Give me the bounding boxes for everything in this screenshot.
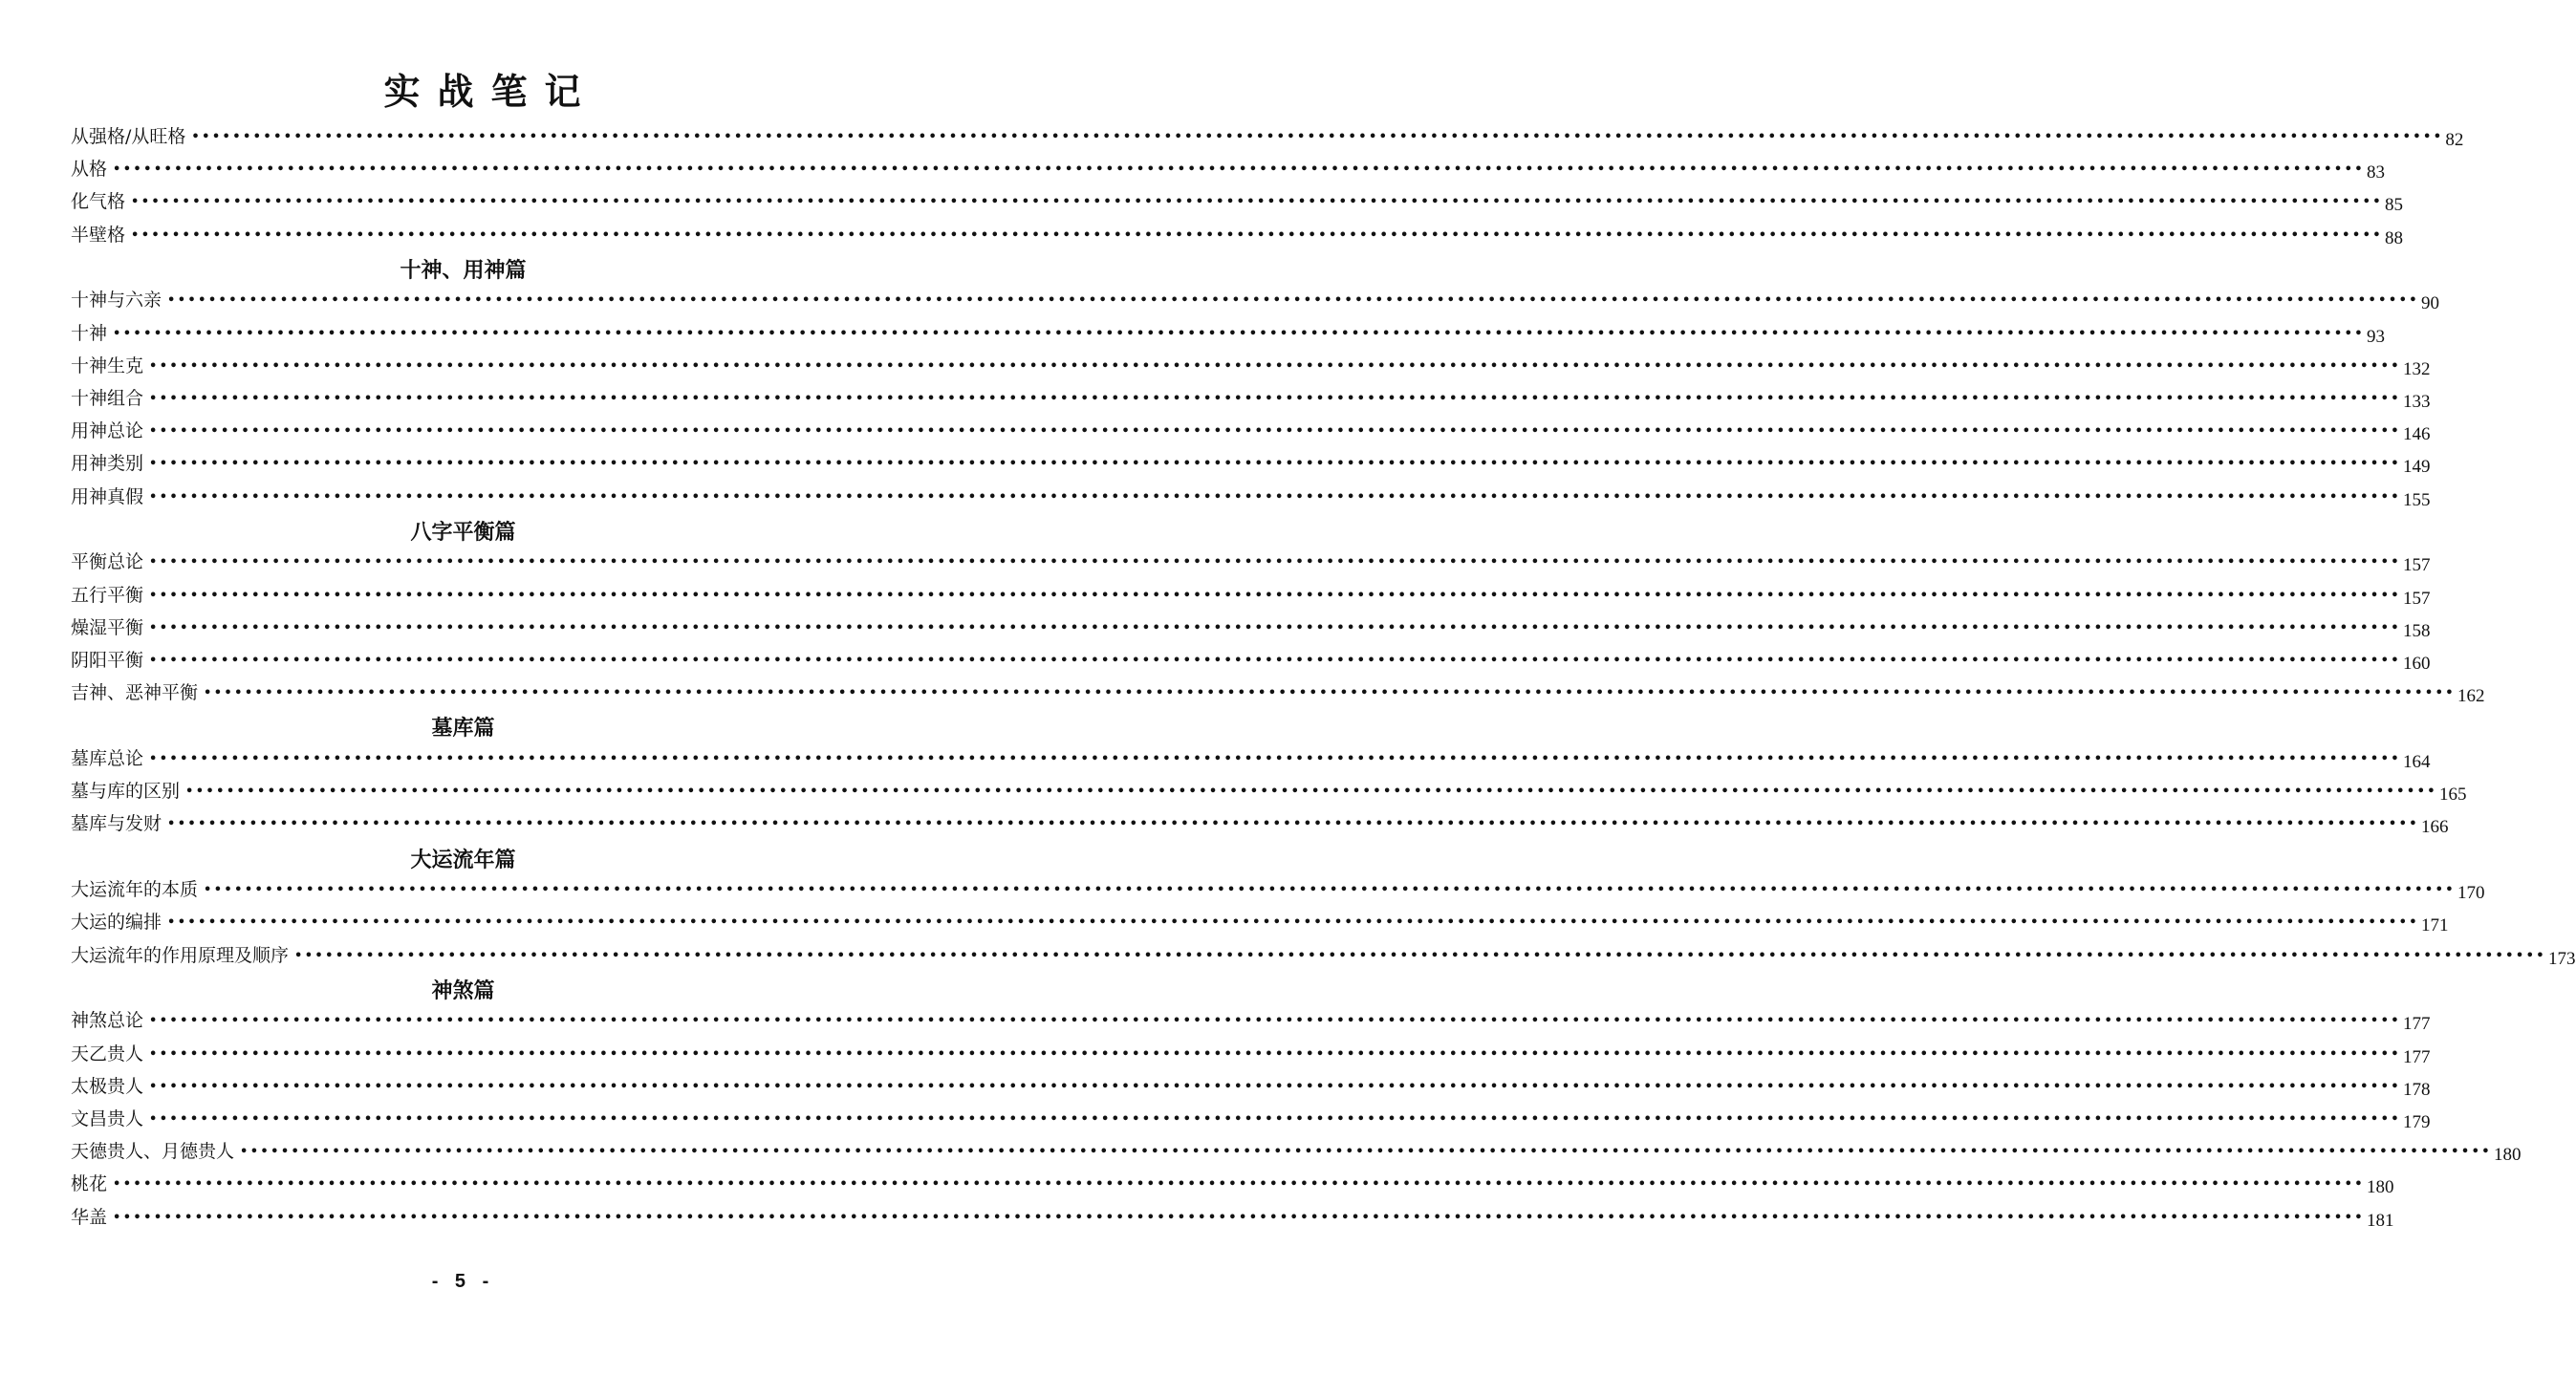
dot-leader: •••••••••••••••••••••••••••••••••••••••••••••••••••••••••••••••••••••••••••••••••••••••••••••••••••••••••••••••••••••••••••••••••••••••••••••••••••••••••••••••••••••••••••••••••••••••••••••••••••••••••••••••••••••••••••• <box>149 457 2402 472</box>
toc-entry[interactable] <box>71 1203 2394 1232</box>
toc-entry-page: 177 <box>2403 1046 2431 1067</box>
toc-entry-page: 157 <box>2403 555 2431 576</box>
toc-entry-title: 用神总论 <box>71 420 144 442</box>
toc-entry-title: 天德贵人、月德贵人 <box>71 1141 235 1163</box>
dot-leader: •••••••••••••••••••••••••••••••••••••••••••••••••••••••••••••••••••••••••••••••••••••••••••••••••••••••••••••••••••••••••••••••••••••••••••••••••••••••••••••••••••••••••••••••••••••••••••••••••••••••••••••••••••••••••••• <box>149 752 2402 766</box>
toc-entry[interactable] <box>71 384 2431 413</box>
toc-entry-page: 179 <box>2403 1112 2431 1132</box>
toc-entry-page: 165 <box>2439 785 2467 806</box>
toc-entry-title: 桃花 <box>71 1173 108 1195</box>
page-number: - 5 - <box>431 1271 495 1292</box>
toc-entry[interactable] <box>71 1170 2394 1198</box>
toc-entry-title: 吉神、恶神平衡 <box>71 682 199 704</box>
toc-entry-page: 180 <box>2367 1177 2394 1198</box>
toc-entry-title: 华盖 <box>71 1206 108 1228</box>
dot-leader: •••••••••••••••••••••••••••••••••••••••••••••••••••••••••••••••••••••••••••••••••••••••••••••••••••••••••••••••••••••••••••••••••••••••••••••••••••••••••••••••••••••••••••••••••••••••••••••••••••••••••••••••••••••••••••• <box>185 785 2438 800</box>
toc-entry-page: 157 <box>2403 588 2431 609</box>
dot-leader: •••••••••••••••••••••••••••••••••••••••••••••••••••••••••••••••••••••••••••••••••••••••••••••••••••••••••••••••••••••••••••••••••••••••••••••••••••••••••••••••••••••••••••••••••••••••••••••••••••••••••••••••••••••••••••• <box>191 130 2444 144</box>
dot-leader: •••••••••••••••••••••••••••••••••••••••••••••••••••••••••••••••••••••••••••••••••••••••••••••••••••••••••••••••••••••••••••••••••••••••••••••••••••••••••••••••••••••••••••••••••••••••••••••••••••••••••••••••••••••••••••• <box>131 195 2384 210</box>
toc-entry[interactable] <box>71 613 2431 642</box>
section-heading: 墓库篇 <box>431 716 495 742</box>
toc-entry-title: 十神 <box>71 322 108 344</box>
toc-entry-title: 平衡总论 <box>71 551 144 573</box>
dot-leader: •••••••••••••••••••••••••••••••••••••••••••••••••••••••••••••••••••••••••••••••••••••••••••••••••••••••••••••••••••••••••••••••••••••••••••••••••••••••••••••••••••••••••••••••••••••••••••••••••••••••••••••••••••••••••••• <box>149 555 2402 570</box>
toc-entry-page: 146 <box>2403 424 2431 445</box>
toc-entry-page: 133 <box>2403 392 2431 412</box>
toc-entry[interactable] <box>71 1040 2431 1068</box>
toc-entry-title: 十神生克 <box>71 355 144 376</box>
toc-entry-title: 半壁格 <box>71 224 126 246</box>
toc-entry[interactable] <box>71 1105 2431 1133</box>
dot-leader: •••••••••••••••••••••••••••••••••••••••••••••••••••••••••••••••••••••••••••••••••••••••••••••••••••••••••••••••••••••••••••••••••••••••••••••••••••••••••••••••••••••••••••••••••••••••••••••••••••••••••••••••••••••••••••• <box>240 1145 2493 1160</box>
toc-entry-page: 149 <box>2403 457 2431 478</box>
toc-entry[interactable] <box>71 155 2386 183</box>
toc-entry[interactable] <box>71 941 2576 970</box>
toc-entry[interactable] <box>71 908 2449 936</box>
dot-leader: •••••••••••••••••••••••••••••••••••••••••••••••••••••••••••••••••••••••••••••••••••••••••••••••••••••••••••••••••••••••••••••••••••••••••••••••••••••••••••••••••••••••••••••••••••••••••••••••••••••••••••••••••••••••••••• <box>149 620 2402 635</box>
toc-entry-page: 82 <box>2445 130 2464 150</box>
dot-leader: •••••••••••••••••••••••••••••••••••••••••••••••••••••••••••••••••••••••••••••••••••••••••••••••••••••••••••••••••••••••••••••••••••••••••••••••••••••••••••••••••••••••••••••••••••••••••••••••••••••••••••••••••••••••••••• <box>167 817 2420 832</box>
toc-entry-title: 十神与六亲 <box>71 290 162 312</box>
toc-entry-title: 大运流年的本质 <box>71 879 199 901</box>
toc-entry-page: 132 <box>2403 358 2431 379</box>
toc-entry[interactable] <box>71 1072 2431 1101</box>
dot-leader: •••••••••••••••••••••••••••••••••••••••••••••••••••••••••••••••••••••••••••••••••••••••••••••••••••••••••••••••••••••••••••••••••••••••••••••••••••••••••••••••••••••••••••••••••••••••••••••••••••••••••••••••••••••••••••• <box>149 489 2402 505</box>
toc-entry-title: 墓库总论 <box>71 748 144 769</box>
toc-entry-page: 181 <box>2367 1210 2394 1231</box>
toc-entry[interactable] <box>71 483 2431 511</box>
toc-entry-page: 83 <box>2367 162 2386 183</box>
dot-leader: •••••••••••••••••••••••••••••••••••••••••••••••••••••••••••••••••••••••••••••••••••••••••••••••••••••••••••••••••••••••••••••••••••••••••••••••••••••••••••••••••••••••••••••••••••••••••••••••••••••••••••••••••••••••••••• <box>167 915 2420 931</box>
toc-entry-page: 160 <box>2403 654 2431 674</box>
toc-entry-title: 从格 <box>71 159 108 181</box>
section-heading: 大运流年篇 <box>410 847 516 872</box>
toc-entry-page: 155 <box>2403 489 2431 510</box>
toc-entry[interactable] <box>71 809 2449 838</box>
dot-leader: •••••••••••••••••••••••••••••••••••••••••••••••••••••••••••••••••••••••••••••••••••••••••••••••••••••••••••••••••••••••••••••••••••••••••••••••••••••••••••••••••••••••••••••••••••••••••••••••••••••••••••••••••••••••••••• <box>149 392 2402 406</box>
dot-leader: •••••••••••••••••••••••••••••••••••••••••••••••••••••••••••••••••••••••••••••••••••••••••••••••••••••••••••••••••••••••••••••••••••••••••••••••••••••••••••••••••••••••••••••••••••••••••••••••••••••••••••••••••••••••••••• <box>149 1046 2402 1062</box>
toc-entry-title: 阴阳平衡 <box>71 650 144 671</box>
toc-entry-page: 88 <box>2385 227 2404 248</box>
toc-entry[interactable] <box>71 875 2485 904</box>
dot-leader: •••••••••••••••••••••••••••••••••••••••••••••••••••••••••••••••••••••••••••••••••••••••••••••••••••••••••••••••••••••••••••••••••••••••••••••••••••••••••••••••••••••••••••••••••••••••••••••••••••••••••••••••••••••••••••• <box>294 948 2547 963</box>
dot-leader: •••••••••••••••••••••••••••••••••••••••••••••••••••••••••••••••••••••••••••••••••••••••••••••••••••••••••••••••••••••••••••••••••••••••••••••••••••••••••••••••••••••••••••••••••••••••••••••••••••••••••••••••••••••••••••• <box>113 1210 2366 1225</box>
toc-entry-title: 用神真假 <box>71 485 144 507</box>
toc-entry[interactable] <box>71 1006 2431 1035</box>
toc-entry-title: 墓库与发财 <box>71 813 162 835</box>
toc-entry-title: 从强格/从旺格 <box>71 126 186 147</box>
dot-leader: •••••••••••••••••••••••••••••••••••••••••••••••••••••••••••••••••••••••••••••••••••••••••••••••••••••••••••••••••••••••••••••••••••••••••••••••••••••••••••••••••••••••••••••••••••••••••••••••••••••••••••••••••••••••••••• <box>131 227 2384 243</box>
toc-entry[interactable] <box>71 187 2404 216</box>
toc-entry[interactable] <box>71 449 2431 478</box>
toc-entry[interactable] <box>71 744 2431 773</box>
toc-entry[interactable] <box>71 581 2431 610</box>
toc-entry-title: 五行平衡 <box>71 584 144 606</box>
dot-leader: •••••••••••••••••••••••••••••••••••••••••••••••••••••••••••••••••••••••••••••••••••••••••••••••••••••••••••••••••••••••••••••••••••••••••••••••••••••••••••••••••••••••••••••••••••••••••••••••••••••••••••••••••••••••••••• <box>113 162 2366 178</box>
toc-entry-page: 178 <box>2403 1079 2431 1100</box>
dot-leader: •••••••••••••••••••••••••••••••••••••••••••••••••••••••••••••••••••••••••••••••••••••••••••••••••••••••••••••••••••••••••••••••••••••••••••••••••••••••••••••••••••••••••••••••••••••••••••••••••••••••••••••••••••••••••••• <box>149 1079 2402 1094</box>
toc-entry-page: 166 <box>2421 817 2449 838</box>
toc-entry-title: 大运流年的作用原理及顺序 <box>71 944 290 966</box>
toc-entry-page: 180 <box>2494 1145 2522 1166</box>
toc-entry-page: 158 <box>2403 620 2431 641</box>
toc-entry-title: 大运的编排 <box>71 912 162 934</box>
page-title: 实战笔记 <box>383 70 598 113</box>
dot-leader: •••••••••••••••••••••••••••••••••••••••••••••••••••••••••••••••••••••••••••••••••••••••••••••••••••••••••••••••••••••••••••••••••••••••••••••••••••••••••••••••••••••••••••••••••••••••••••••••••••••••••••••••••••••••••••• <box>167 293 2420 309</box>
toc-entry[interactable] <box>71 319 2386 348</box>
toc-entry[interactable] <box>71 777 2467 806</box>
toc-entry-page: 90 <box>2421 293 2440 314</box>
toc-entry-title: 用神类别 <box>71 453 144 475</box>
toc-entry[interactable] <box>71 417 2431 445</box>
toc-entry-title: 化气格 <box>71 191 126 213</box>
toc-entry-title: 天乙贵人 <box>71 1043 144 1064</box>
section-heading: 神煞篇 <box>431 978 495 1003</box>
toc-entry-title: 神煞总论 <box>71 1010 144 1032</box>
toc-entry-page: 177 <box>2403 1014 2431 1035</box>
dot-leader: •••••••••••••••••••••••••••••••••••••••••••••••••••••••••••••••••••••••••••••••••••••••••••••••••••••••••••••••••••••••••••••••••••••••••••••••••••••••••••••••••••••••••••••••••••••••••••••••••••••••••••••••••••••••••••• <box>149 424 2402 440</box>
toc-entry[interactable] <box>71 221 2404 249</box>
toc-entry-page: 162 <box>2457 686 2485 707</box>
toc-entry[interactable] <box>71 678 2485 707</box>
dot-leader: •••••••••••••••••••••••••••••••••••••••••••••••••••••••••••••••••••••••••••••••••••••••••••••••••••••••••••••••••••••••••••••••••••••••••••••••••••••••••••••••••••••••••••••••••••••••••••••••••••••••••••••••••••••••••••• <box>113 326 2366 341</box>
toc-entry-title: 十神组合 <box>71 388 144 409</box>
dot-leader: •••••••••••••••••••••••••••••••••••••••••••••••••••••••••••••••••••••••••••••••••••••••••••••••••••••••••••••••••••••••••••••••••••••••••••••••••••••••••••••••••••••••••••••••••••••••••••••••••••••••••••••••••••••••••••• <box>149 654 2402 668</box>
toc-entry-title: 墓与库的区别 <box>71 781 181 803</box>
toc-entry-page: 164 <box>2403 752 2431 772</box>
dot-leader: •••••••••••••••••••••••••••••••••••••••••••••••••••••••••••••••••••••••••••••••••••••••••••••••••••••••••••••••••••••••••••••••••••••••••••••••••••••••••••••••••••••••••••••••••••••••••••••••••••••••••••••••••••••••••••• <box>149 1014 2402 1029</box>
toc-entry-page: 171 <box>2421 915 2449 936</box>
dot-leader: •••••••••••••••••••••••••••••••••••••••••••••••••••••••••••••••••••••••••••••••••••••••••••••••••••••••••••••••••••••••••••••••••••••••••••••••••••••••••••••••••••••••••••••••••••••••••••••••••••••••••••••••••••••••••••• <box>113 1177 2366 1193</box>
dot-leader: •••••••••••••••••••••••••••••••••••••••••••••••••••••••••••••••••••••••••••••••••••••••••••••••••••••••••••••••••••••••••••••••••••••••••••••••••••••••••••••••••••••••••••••••••••••••••••••••••••••••••••••••••••••••••••• <box>149 588 2402 603</box>
toc-entry-page: 85 <box>2385 195 2404 216</box>
toc-entry-title: 太极贵人 <box>71 1075 144 1097</box>
toc-entry-page: 170 <box>2457 883 2485 904</box>
toc-entry-page: 173 <box>2548 948 2576 969</box>
dot-leader: •••••••••••••••••••••••••••••••••••••••••••••••••••••••••••••••••••••••••••••••••••••••••••••••••••••••••••••••••••••••••••••••••••••••••••••••••••••••••••••••••••••••••••••••••••••••••••••••••••••••••••••••••••••••••••• <box>149 1112 2402 1127</box>
toc-entry-title: 燥湿平衡 <box>71 616 144 638</box>
toc-entry-title: 文昌贵人 <box>71 1108 144 1129</box>
dot-leader: •••••••••••••••••••••••••••••••••••••••••••••••••••••••••••••••••••••••••••••••••••••••••••••••••••••••••••••••••••••••••••••••••••••••••••••••••••••••••••••••••••••••••••••••••••••••••••••••••••••••••••••••••••••••••••• <box>204 686 2457 701</box>
toc-entry[interactable] <box>71 286 2440 314</box>
toc-entry-page: 93 <box>2367 326 2386 347</box>
toc-entry[interactable] <box>71 122 2464 151</box>
section-heading: 八字平衡篇 <box>410 519 516 545</box>
toc-entry[interactable] <box>71 1137 2522 1166</box>
dot-leader: •••••••••••••••••••••••••••••••••••••••••••••••••••••••••••••••••••••••••••••••••••••••••••••••••••••••••••••••••••••••••••••••••••••••••••••••••••••••••••••••••••••••••••••••••••••••••••••••••••••••••••••••••••••••••••• <box>204 883 2457 898</box>
toc-entry[interactable] <box>71 352 2431 380</box>
toc-entry[interactable] <box>71 548 2431 576</box>
toc-entry[interactable] <box>71 646 2431 675</box>
dot-leader: •••••••••••••••••••••••••••••••••••••••••••••••••••••••••••••••••••••••••••••••••••••••••••••••••••••••••••••••••••••••••••••••••••••••••••••••••••••••••••••••••••••••••••••••••••••••••••••••••••••••••••••••••••••••••••• <box>149 358 2402 374</box>
section-heading: 十神、用神篇 <box>400 257 527 283</box>
